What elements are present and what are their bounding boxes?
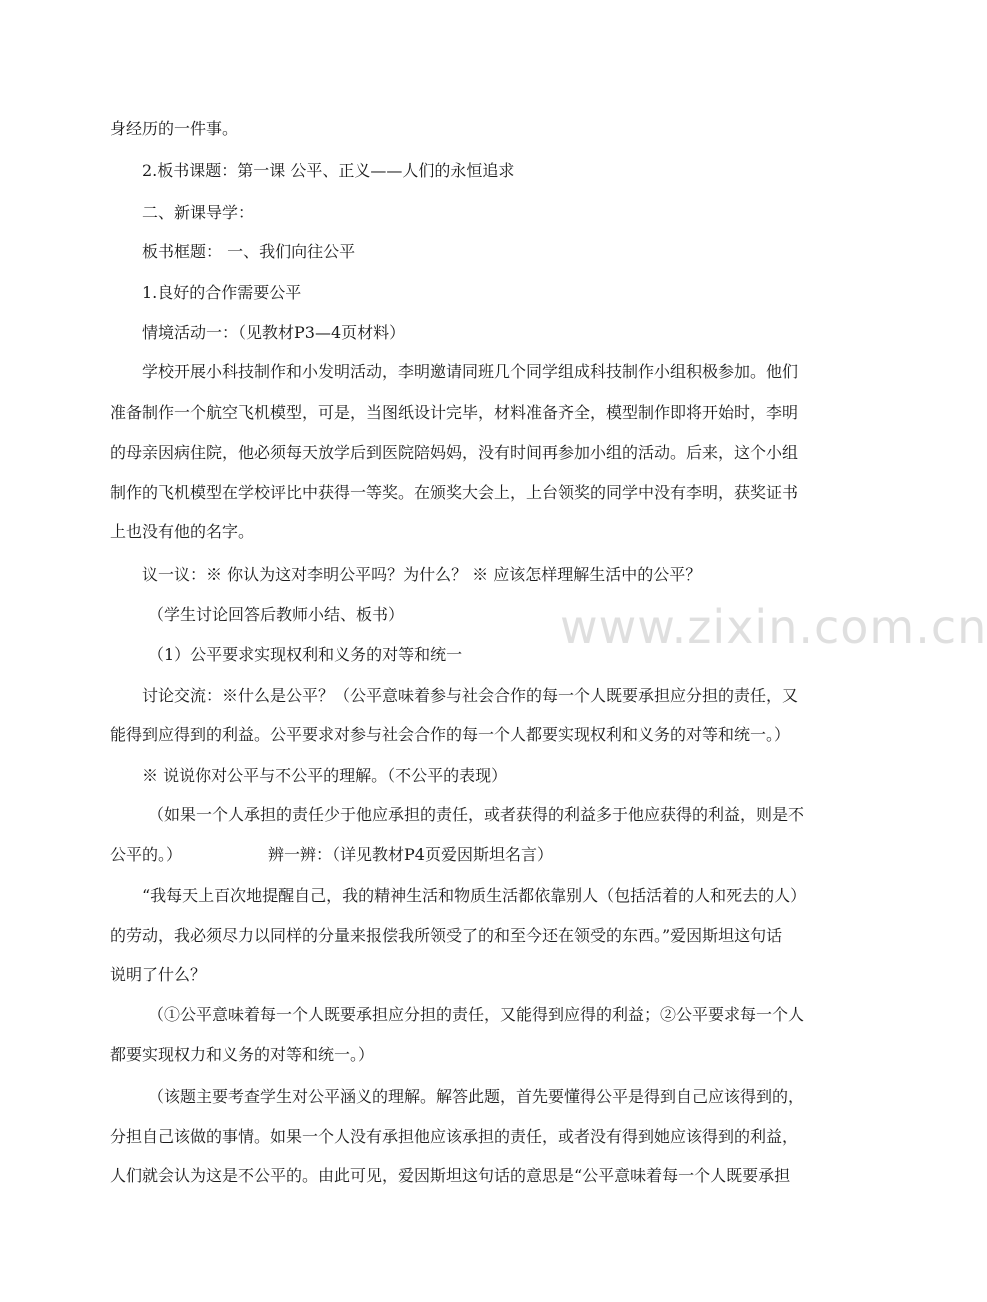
paragraph-line: 讨论交流：※什么是公平？（公平意味着参与社会合作的每一个人既要承担应分担的责任，又 xyxy=(142,686,799,705)
lesson-title-line: 2.板书课题：第一课 公平、正义——人们的永恒追求 xyxy=(142,161,515,180)
watermark: www.zixin.com.cn xyxy=(560,600,987,654)
paragraph-line: 身经历的一件事。 xyxy=(110,119,239,138)
paragraph-line: 能得到应得到的利益。公平要求对参与社会合作的每一个人都要实现权利和义务的对等和统一。） xyxy=(110,725,791,744)
paragraph-line: （学生讨论回答后教师小结、板书） xyxy=(148,605,405,624)
paragraph-line: 分担自己该做的事情。如果一个人没有承担他应该承担的责任，或者没有得到她应该得到的利益， xyxy=(110,1127,799,1146)
frame-title-line: 板书框题： 一、我们向往公平 xyxy=(142,242,356,261)
point-heading: （1）公平要求实现权利和义务的对等和统一 xyxy=(148,645,463,664)
paragraph-line: （该题主要考查学生对公平涵义的理解。解答此题，首先要懂得公平是得到自己应该得到的， xyxy=(148,1087,805,1106)
paragraph-line: 上也没有他的名字。 xyxy=(110,522,255,541)
paragraph-line: 都要实现权力和义务的对等和统一。） xyxy=(110,1045,375,1064)
paragraph-line: 制作的飞机模型在学校评比中获得一等奖。在颁奖大会上，上台领奖的同学中没有李明，获奖证书 xyxy=(110,483,799,502)
paragraph-line: 的母亲因病住院，他必须每天放学后到医院陪妈妈，没有时间再参加小组的活动。后来，这个小组 xyxy=(110,443,799,462)
subheading: 1.良好的合作需要公平 xyxy=(142,283,302,302)
activity-heading: 情境活动一：（见教材P3—4页材料） xyxy=(142,323,406,342)
quote-line: “我每天上百次地提醒自己，我的精神生活和物质生活都依靠别人（包括活着的人和死去的人） xyxy=(142,886,807,905)
paragraph-line: 人们就会认为这是不公平的。由此可见，爱因斯坦这句话的意思是“公平意味着每一个人既要承担 xyxy=(110,1166,791,1185)
paragraph-line: （①公平意味着每一个人既要承担应分担的责任，又能得到应得的利益；②公平要求每一个人 xyxy=(148,1005,805,1024)
paragraph-line: 准备制作一个航空飞机模型，可是，当图纸设计完毕，材料准备齐全，模型制作即将开始时，李明 xyxy=(110,403,799,422)
paragraph-line: ※ 说说你对公平与不公平的理解。（不公平的表现） xyxy=(142,766,508,785)
paragraph-line xyxy=(110,845,810,865)
paragraph-line: 说明了什么？ xyxy=(110,965,207,984)
activity-heading: 辨一辨：（详见教材P4页爱因斯坦名言） xyxy=(268,845,553,864)
quote-line: 的劳动，我必须尽力以同样的分量来报偿我所领受了的和至今还在领受的东西。”爱因斯坦这句话 xyxy=(110,926,783,945)
paragraph-line: （如果一个人承担的责任少于他应承担的责任，或者获得的利益多于他应获得的利益，则是不 xyxy=(148,805,805,824)
paragraph-fragment: 公平的。） xyxy=(110,845,183,864)
paragraph-line: 学校开展小科技制作和小发明活动，李明邀请同班几个同学组成科技制作小组积极参加。他们 xyxy=(142,362,799,381)
discussion-line: 议一议：※ 你认为这对李明公平吗？为什么？ ※ 应该怎样理解生活中的公平？ xyxy=(142,565,702,584)
section-heading: 二、新课导学： xyxy=(142,203,255,222)
